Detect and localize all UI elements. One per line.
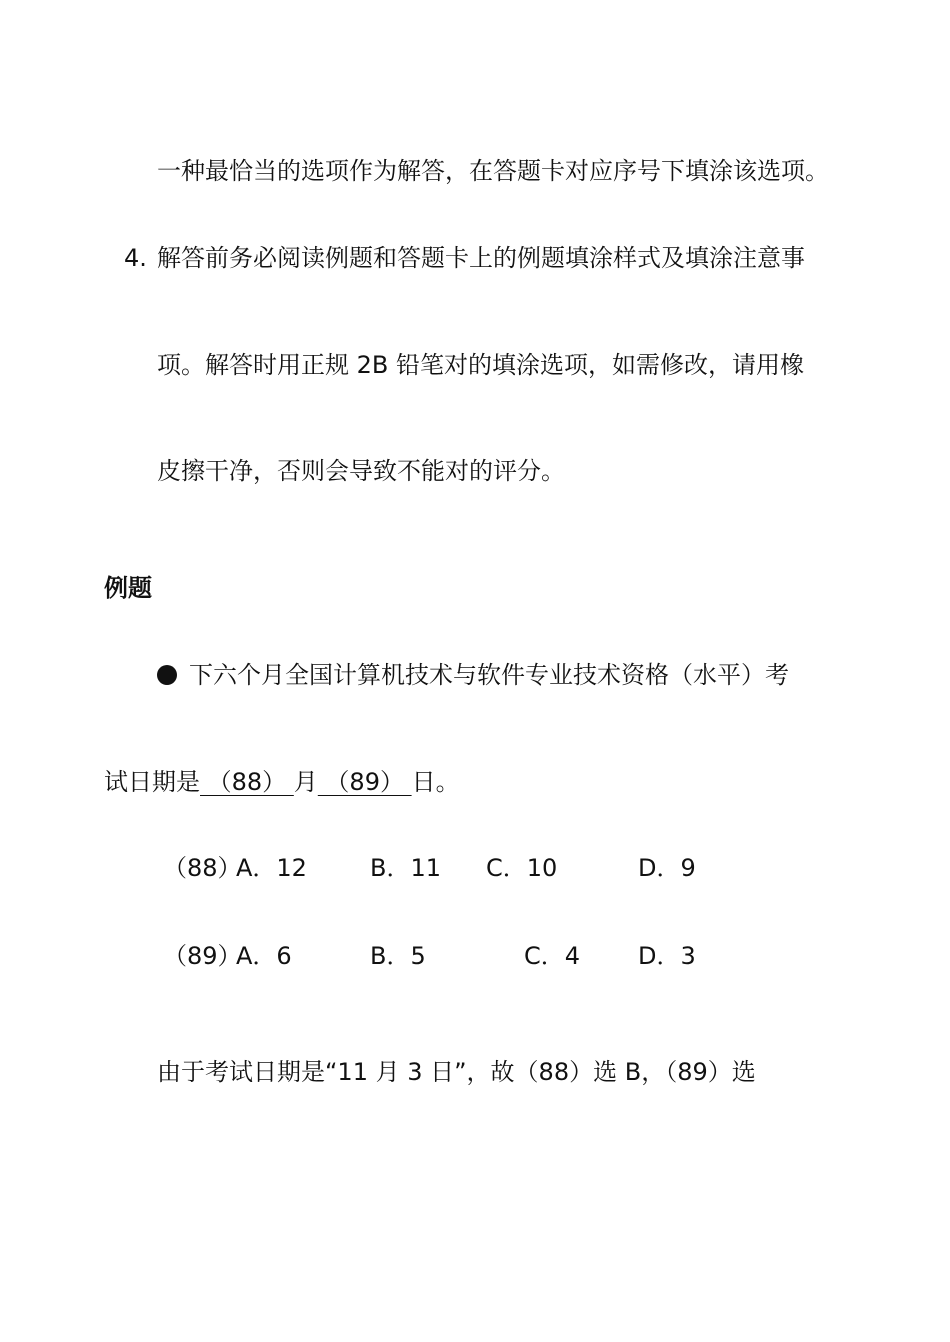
option-89-d: D．3 [638, 942, 696, 970]
day-text: 日。 [411, 768, 460, 796]
question-line-1 [157, 660, 789, 690]
item-4-line-2: 项。解答时用正规 2B 铅笔对的填涂选项，如需修改，请用橡 [157, 351, 804, 379]
item-4-line-1: 解答前务必阅读例题和答题卡上的例题填涂样式及填涂注意事 [157, 244, 805, 272]
options-89-number: （89） [163, 942, 242, 970]
option-88-a: A．12 [236, 854, 307, 882]
option-89-c: C．4 [524, 942, 581, 970]
item-4-number: 4. [124, 244, 147, 272]
month-text: 月 [293, 768, 318, 796]
option-88-c: C．10 [486, 854, 558, 882]
explanation-line: 由于考试日期是“11 月 3 日”，故（88）选 B，（89）选 [157, 1058, 756, 1086]
option-89-b: B．5 [370, 942, 426, 970]
item-4-line-3: 皮擦干净，否则会导致不能对的评分。 [157, 457, 565, 485]
example-heading: 例题 [104, 574, 152, 602]
blank-88: （88） [200, 768, 294, 796]
option-88-b: B．11 [370, 854, 442, 882]
question-text-1: 下六个月全国计算机技术与软件专业技术资格（水平）考 [189, 661, 789, 689]
question-line-2 [104, 767, 460, 797]
blank-89: （89） [317, 768, 412, 796]
instruction-line-1: 一种最恰当的选项作为解答，在答题卡对应序号下填涂该选项。 [157, 157, 829, 185]
option-89-a: A．6 [236, 942, 292, 970]
question-prefix: 试日期是 [104, 768, 200, 796]
options-88-number: （88） [163, 854, 242, 882]
bullet-icon [157, 665, 177, 685]
option-88-d: D．9 [638, 854, 696, 882]
